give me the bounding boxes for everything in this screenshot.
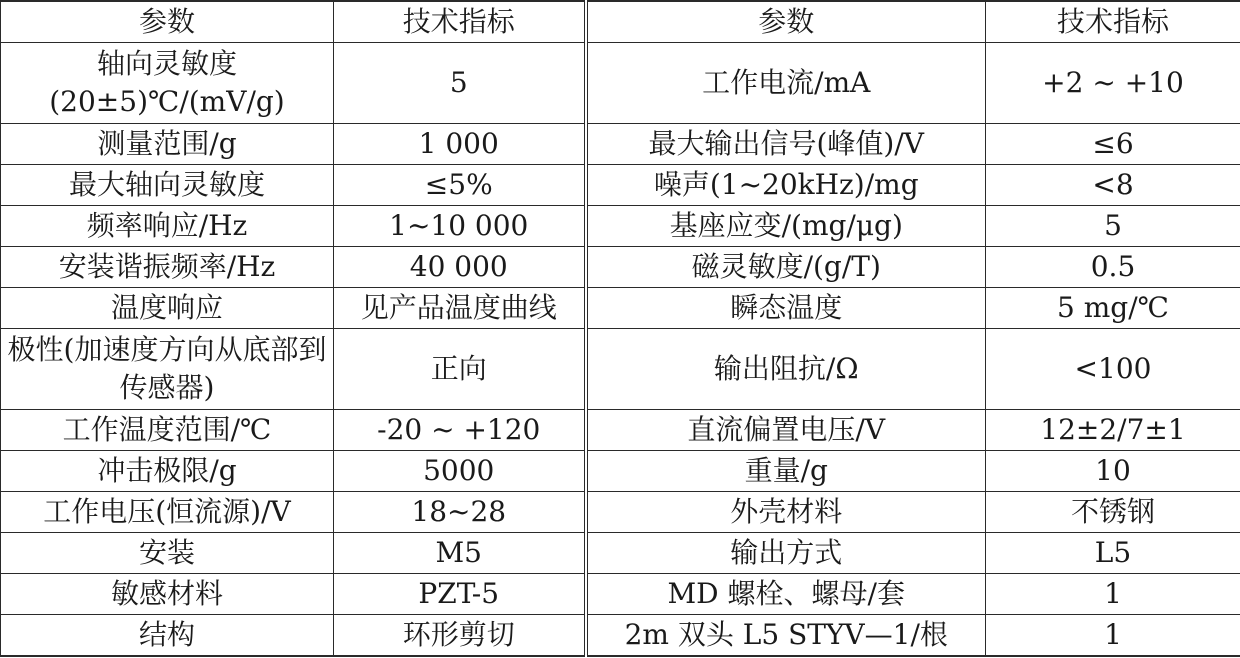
param-value: +2 ~ +10 bbox=[986, 43, 1240, 124]
table-row bbox=[1, 43, 1240, 124]
param-name: MD 螺栓、螺母/套 bbox=[586, 574, 986, 615]
param-value: -20 ~ +120 bbox=[334, 410, 586, 451]
table-row bbox=[1, 247, 1240, 288]
header-spec-right: 技术指标 bbox=[986, 1, 1240, 43]
table-row bbox=[1, 165, 1240, 206]
param-name: 敏感材料 bbox=[1, 574, 334, 615]
param-name: 输出阻抗/Ω bbox=[586, 329, 986, 410]
param-value: ≤6 bbox=[986, 124, 1240, 165]
table-row bbox=[1, 492, 1240, 533]
param-value: 12±2/7±1 bbox=[986, 410, 1240, 451]
table-row bbox=[1, 329, 1240, 410]
param-value: 1~10 000 bbox=[334, 206, 586, 247]
param-value: 10 bbox=[986, 451, 1240, 492]
param-value: L5 bbox=[986, 533, 1240, 574]
header-param-right: 参数 bbox=[586, 1, 986, 43]
table-row bbox=[1, 288, 1240, 329]
param-value: <100 bbox=[986, 329, 1240, 410]
table-row bbox=[1, 206, 1240, 247]
param-name: 外壳材料 bbox=[586, 492, 986, 533]
param-value: <8 bbox=[986, 165, 1240, 206]
param-name: 工作温度范围/℃ bbox=[1, 410, 334, 451]
param-name: 2m 双头 L5 STYV—1/根 bbox=[586, 615, 986, 657]
param-value: 5 mg/℃ bbox=[986, 288, 1240, 329]
table-row bbox=[1, 451, 1240, 492]
param-name: 极性(加速度方向从底部到传感器) bbox=[1, 329, 334, 410]
param-value: 不锈钢 bbox=[986, 492, 1240, 533]
param-value: 40 000 bbox=[334, 247, 586, 288]
table-row bbox=[1, 615, 1240, 657]
param-name: 重量/g bbox=[586, 451, 986, 492]
param-value: 0.5 bbox=[986, 247, 1240, 288]
param-name: 直流偏置电压/V bbox=[586, 410, 986, 451]
param-value: 18~28 bbox=[334, 492, 586, 533]
param-value: 5000 bbox=[334, 451, 586, 492]
param-value: 5 bbox=[986, 206, 1240, 247]
param-name: 最大轴向灵敏度 bbox=[1, 165, 334, 206]
table-header-row bbox=[1, 1, 1240, 43]
param-name: 频率响应/Hz bbox=[1, 206, 334, 247]
param-value: 正向 bbox=[334, 329, 586, 410]
param-name: 安装谐振频率/Hz bbox=[1, 247, 334, 288]
param-name: 瞬态温度 bbox=[586, 288, 986, 329]
table-row bbox=[1, 124, 1240, 165]
param-name: 轴向灵敏度(20±5)℃/(mV/g) bbox=[1, 43, 334, 124]
table-row bbox=[1, 410, 1240, 451]
table-row bbox=[1, 574, 1240, 615]
param-name: 噪声(1~20kHz)/mg bbox=[586, 165, 986, 206]
param-value: 1 000 bbox=[334, 124, 586, 165]
param-name: 输出方式 bbox=[586, 533, 986, 574]
header-spec-left: 技术指标 bbox=[334, 1, 586, 43]
param-name: 基座应变/(mg/μg) bbox=[586, 206, 986, 247]
param-name: 结构 bbox=[1, 615, 334, 657]
param-value: 见产品温度曲线 bbox=[334, 288, 586, 329]
param-value: 环形剪切 bbox=[334, 615, 586, 657]
table-row bbox=[1, 533, 1240, 574]
param-value: 5 bbox=[334, 43, 586, 124]
param-name: 工作电压(恒流源)/V bbox=[1, 492, 334, 533]
param-value: PZT-5 bbox=[334, 574, 586, 615]
param-name: 工作电流/mA bbox=[586, 43, 986, 124]
param-value: ≤5% bbox=[334, 165, 586, 206]
param-name: 安装 bbox=[1, 533, 334, 574]
param-name: 冲击极限/g bbox=[1, 451, 334, 492]
param-name: 最大输出信号(峰值)/V bbox=[586, 124, 986, 165]
param-value: M5 bbox=[334, 533, 586, 574]
header-param-left: 参数 bbox=[1, 1, 334, 43]
param-name: 温度响应 bbox=[1, 288, 334, 329]
param-value: 1 bbox=[986, 615, 1240, 657]
param-value: 1 bbox=[986, 574, 1240, 615]
param-name: 磁灵敏度/(g/T) bbox=[586, 247, 986, 288]
param-name: 测量范围/g bbox=[1, 124, 334, 165]
